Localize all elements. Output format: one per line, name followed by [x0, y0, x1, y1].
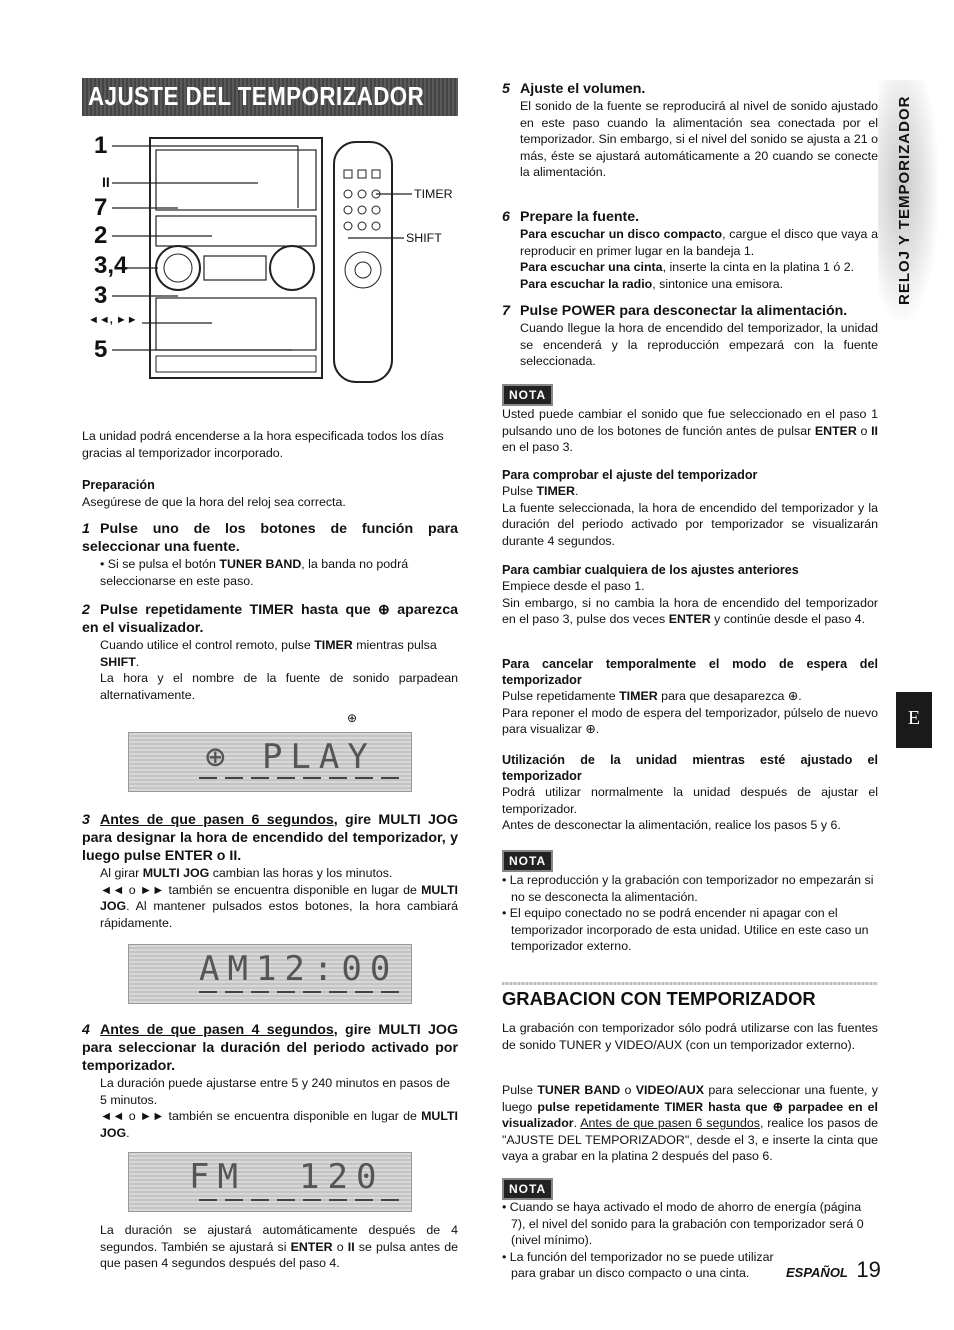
step-7: 7 Pulse POWER para desconectar la alimentación. Cuando llegue la hora de encendido del temporizador, la unidad se encenderá y la reproducción empezará con la fuente seleccionada. — [502, 303, 878, 369]
step-2-number: 2 — [82, 602, 90, 618]
nota-3: • Cuando se haya activado el modo de ahorro de energía (página 7), el nivel del sonido para la grabación con temporizador será 0 (nivel mínimo). • La función del temporizador no se puede utilizar para grabar un disco compacto o una cinta. — [502, 1200, 864, 1281]
title-banner — [82, 78, 458, 116]
callout-3: 3 — [94, 282, 108, 309]
step-4-number: 4 — [82, 1022, 90, 1038]
callout-7: 7 — [94, 194, 108, 221]
callout-skip: ◄◄, ►► — [88, 314, 138, 326]
cancel-section: Para cancelar temporalmente el modo de espera del temporizador Pulse repetidamente TIMER para que desaparezca ⊕. Para reponer el modo de espera del temporizador, púlselo de nuevo para visualizar ⊕. — [502, 657, 878, 737]
step-2: 2 Pulse repetidamente TIMER hasta que ⊕ aparezca en el visualizador. Cuando utilice el control remoto, pulse TIMER mientras pulsa SHIFT. La hora y el nombre de la fuente de sonido parpadean alternativamente. — [82, 602, 458, 702]
step-3: 3 Antes de que pasen 6 segundos, gire MULTI JOG para designar la hora de encendido del temporizador, y luego pulse ENTER o II. Al girar MULTI JOG cambian las horas y los minutos. ◄◄ o ►► también se encuentra disponible en lugar de MULTI JOG. Al mantener pulsados estos botones, la hora cambiará rápidamente. — [82, 812, 458, 930]
step-6-number: 6 — [502, 209, 510, 225]
display-play — [128, 732, 412, 792]
device-figure — [82, 128, 462, 390]
change-section: Para cambiar cualquiera de los ajustes anteriores Empiece desde el paso 1. Sin embargo, si no cambia la hora de encendido del temporizador en el paso 3, pulse dos veces ENTER y continúe desde el paso 4. — [502, 563, 878, 627]
shift-label: SHIFT — [406, 231, 442, 245]
nota-2: • La reproducción y la grabación con temporizador no empezarán si no se desconecta la alimentación. • El equipo conectado no se podrá encender ni apagar con el temporizador incorporado de esta unidad. Utilice en este caso un temporizador externo. — [502, 873, 874, 954]
display-duration-band: FM — [189, 1157, 246, 1197]
nota-badge-1: NOTA — [502, 384, 553, 406]
check-section: Para comprobar el ajuste del temporizador Pulse TIMER. La fuente seleccionada, la hora de encendido del temporizador y la duración del periodo activado por temporizador se visualizarán durante 4 segundos. — [502, 468, 878, 548]
rec-text-2: Pulse TUNER BAND o VIDEO/AUX para seleccionar una fuente, y luego pulse repetidamente TIMER hasta que ⊕ parpadee en el visualizador. Antes de que pasen 6 segundos, realice los pasos de "AJUSTE DEL TEMPORIZADOR", desde el 3, e inserte la cinta que vaya a grabar en la platina 2 después del paso 6. — [502, 1083, 879, 1164]
rec-heading: GRABACION CON TEMPORIZADOR — [502, 988, 816, 1009]
step-1-number: 1 — [82, 521, 90, 537]
use-section: Utilización de la unidad mientras esté ajustado el temporizador Podrá utilizar normalmente la unidad después de ajustar el temporizador. Antes de desconectar la alimentación, realice los pasos 5 y 6. — [502, 753, 878, 833]
callout-2: 2 — [94, 222, 108, 249]
step-4: 4 Antes de que pasen 4 segundos, gire MULTI JOG para seleccionar la duración del periodo activado por temporizador. La duración puede ajustarse entre 5 y 240 minutos en pasos de 5 minutos. ◄◄ o ►► también se encuentra disponible en lugar de MULTI JOG. — [82, 1022, 458, 1140]
step-6: 6 Prepare la fuente. Para escuchar un disco compacto, cargue el disco que vaya a reproducir en primer lugar en la bandeja 1. Para escuchar una cinta, inserte la cinta en la platina 1 ó 2. Para escuchar la radio, sintonice una emisora. — [502, 209, 879, 291]
page-number: 19 — [856, 1257, 881, 1282]
page-title: AJUSTE DEL TEMPORIZADOR — [88, 81, 425, 111]
display-time — [128, 944, 412, 1004]
callout-1: 1 — [94, 132, 108, 159]
step-2-heading: Pulse repetidamente TIMER hasta que ⊕ aparezca en el visualizador. — [82, 602, 458, 636]
step-4-after: La duración se ajustará automáticamente después de 4 segundos. También se ajustará si ENTER o II se pulsa antes de que pasen 4 segundos después del paso 4. — [100, 1223, 459, 1271]
callout-3-4: 3,4 — [94, 252, 128, 279]
language-tab — [896, 692, 932, 748]
display-duration — [128, 1152, 412, 1212]
step-5-number: 5 — [502, 81, 510, 97]
prep-text: Asegúrese de que la hora del reloj sea correcta. — [82, 495, 346, 509]
step-3-number: 3 — [82, 812, 90, 828]
nota-1-text: Usted puede cambiar el sonido que fue seleccionado en el paso 1 pulsando uno de los botones de función antes de pulsar ENTER o II en el paso 3. — [502, 407, 878, 455]
prep-heading: Preparación — [82, 478, 155, 492]
step-5: 5 Ajuste el volumen. El sonido de la fuente se reproducirá al nivel de sonido ajustado en este paso cuando la alimentación sea conectada por el temporizador. Sin embargo, si el nivel del sonido se ajusta a 21 o más, éste se ajustará automáticamente a 20 cuando se conecte la alimentación. — [502, 81, 878, 180]
clock-symbol-label: ⊕ — [347, 711, 358, 725]
display-time-text: AM12:00 — [199, 949, 399, 989]
rec-text-1: La grabación con temporizador sólo podrá utilizarse con las fuentes de sonido TUNER y VIDEO/AUX (con un temporizador externo). — [502, 1021, 878, 1052]
display-duration-value: 120 — [299, 1157, 385, 1197]
callout-pause: II — [102, 174, 110, 190]
nota-badge-3: NOTA — [502, 1178, 553, 1200]
step-1: 1 Pulse uno de los botones de función para seleccionar una fuente. • Si se pulsa el botón TUNER BAND, la banda no podrá seleccionarse en este paso. — [82, 521, 458, 588]
callout-5: 5 — [94, 336, 108, 363]
timer-label: TIMER — [414, 187, 453, 201]
footer-language: ESPAÑOL — [786, 1265, 848, 1280]
section-divider — [502, 982, 878, 985]
display-play-text: ⊕ PLAY — [205, 737, 376, 777]
side-tab-text: RELOJ Y TEMPORIZADOR — [896, 95, 913, 305]
language-tab-letter: E — [907, 707, 921, 729]
intro-text: La unidad podrá encenderse a la hora especificada todos los días gracias al temporizador incorporado. — [82, 429, 444, 460]
step-1-heading: Pulse uno de los botones de función para seleccionar una fuente. — [82, 521, 458, 555]
stereo-and-remote-illustration — [82, 128, 462, 390]
step-7-number: 7 — [502, 303, 510, 319]
nota-badge-2: NOTA — [502, 850, 553, 872]
page-footer — [786, 1257, 881, 1283]
